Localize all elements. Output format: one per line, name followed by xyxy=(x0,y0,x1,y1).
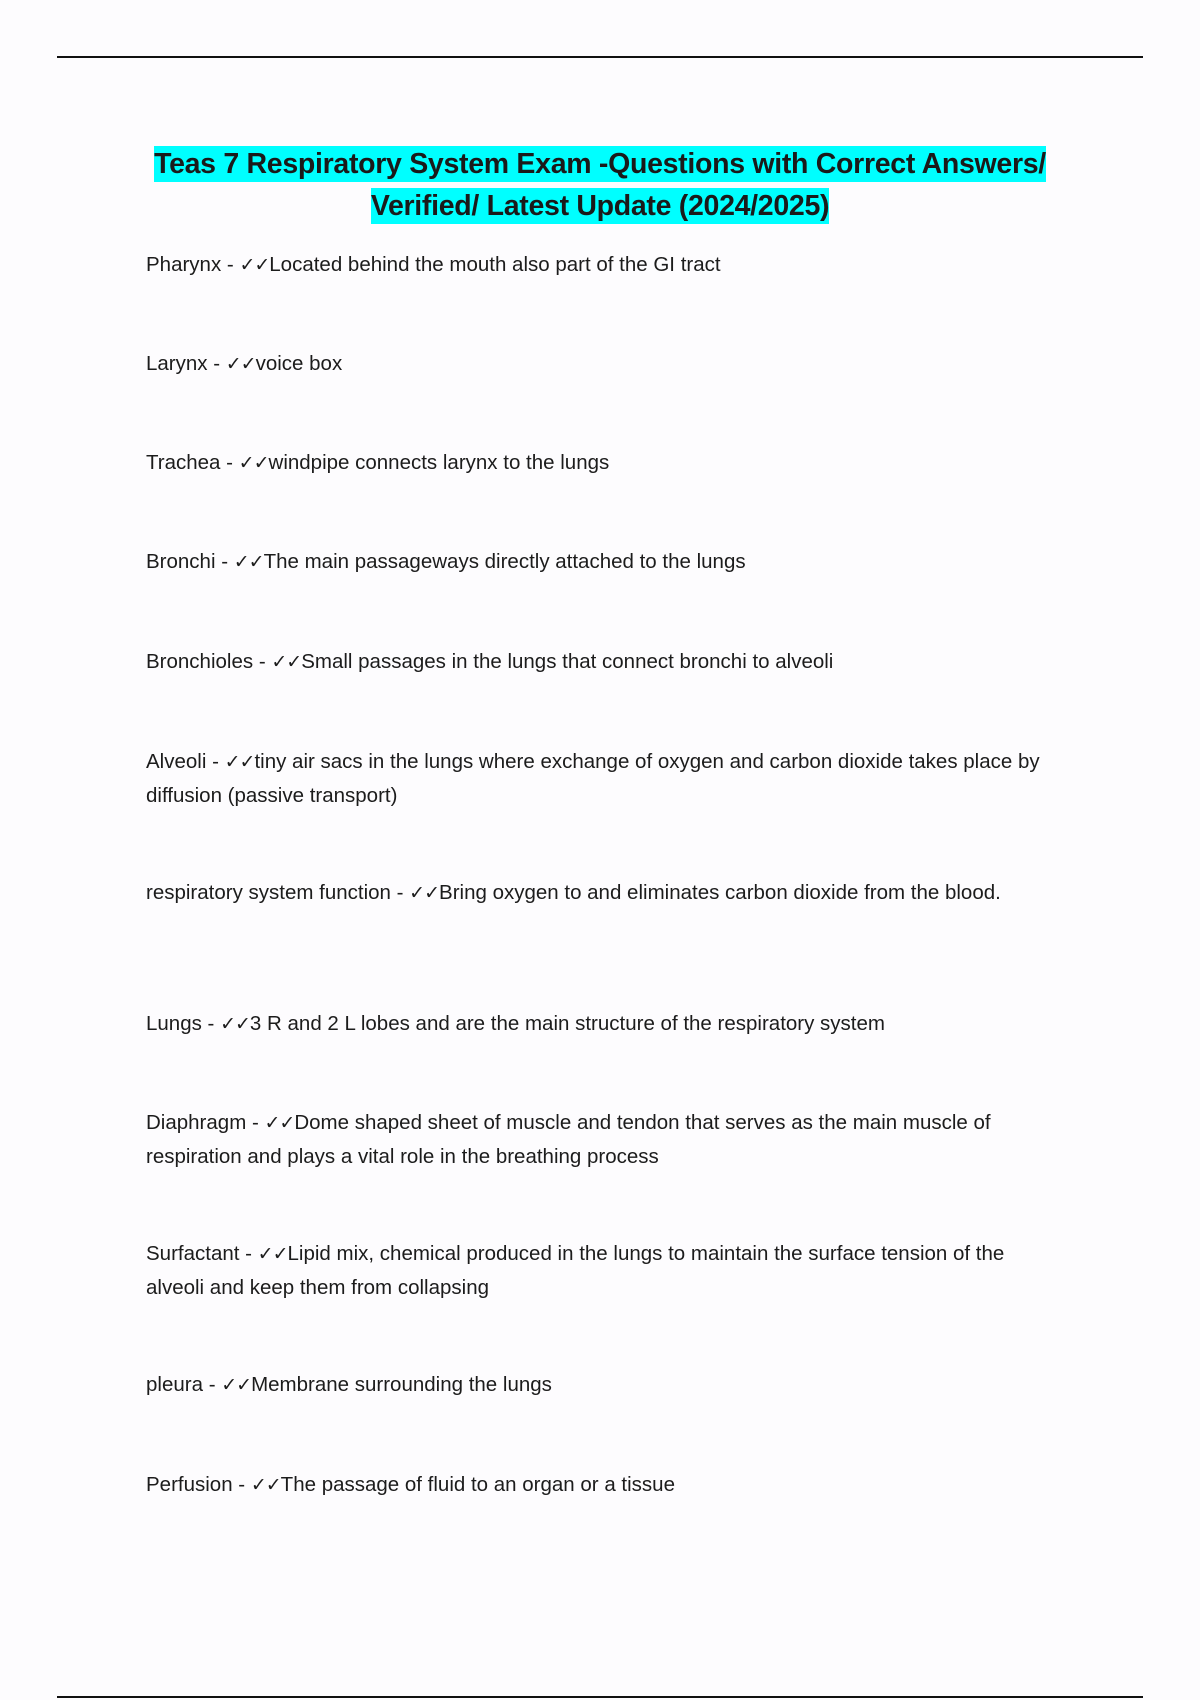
entry-term: Surfactant xyxy=(146,1242,240,1265)
entry-lungs xyxy=(146,1007,1056,1041)
entry-trachea xyxy=(146,446,1056,480)
entry-definition: windpipe connects larynx to the lungs xyxy=(268,451,610,474)
entry-separator: - xyxy=(232,1473,251,1496)
checkmark-icon: ✓✓ xyxy=(264,1112,295,1134)
entry-definition: Dome shaped sheet of muscle and tendon that serves as the main muscle of respiration and plays a vital role in the breathing process xyxy=(146,1111,991,1168)
entry-term: Bronchi xyxy=(146,550,216,573)
entry-separator: - xyxy=(390,881,410,904)
entry-definition: Located behind the mouth also part of the GI tract xyxy=(269,253,721,276)
entry-definition: voice box xyxy=(255,352,343,375)
entry-alveoli xyxy=(146,745,1056,812)
checkmark-icon: ✓✓ xyxy=(224,751,255,773)
entry-separator: - xyxy=(221,253,240,276)
entry-pleura xyxy=(146,1368,1056,1402)
entry-term: Alveoli xyxy=(146,750,207,773)
header-rule xyxy=(57,56,1143,58)
entry-definition: Lipid mix, chemical produced in the lungs to maintain the surface tension of the alveoli and keep them from collapsing xyxy=(146,1242,1005,1299)
entry-definition: 3 R and 2 L lobes and are the main structure of the respiratory system xyxy=(249,1012,885,1035)
title-line-2: Verified/ Latest Update (2024/2025) xyxy=(370,190,830,222)
entry-definition: tiny air sacs in the lungs where exchange of oxygen and carbon dioxide takes place by diffusion (passive transport) xyxy=(146,750,1040,807)
checkmark-icon: ✓✓ xyxy=(221,1374,252,1396)
checkmark-icon: ✓✓ xyxy=(257,1243,288,1265)
entry-surfactant xyxy=(146,1237,1056,1304)
entry-term: Pharynx xyxy=(146,253,222,276)
entry-separator: - xyxy=(207,352,226,375)
document-title xyxy=(146,143,1054,227)
entry-larynx xyxy=(146,347,1056,381)
entry-term: Larynx xyxy=(146,352,208,375)
entry-term: Diaphragm xyxy=(146,1111,247,1134)
entry-separator: - xyxy=(206,750,225,773)
entry-separator: - xyxy=(201,1012,221,1035)
entry-term: Bronchioles xyxy=(146,650,254,673)
entry-separator: - xyxy=(203,1373,222,1396)
entry-separator: - xyxy=(220,451,239,474)
checkmark-icon: ✓✓ xyxy=(250,1474,281,1496)
entry-term: respiratory system function xyxy=(146,881,391,904)
footer-rule xyxy=(57,1696,1143,1698)
checkmark-icon: ✓✓ xyxy=(271,651,302,673)
entry-respiratory-system-function xyxy=(146,876,1056,910)
entry-separator: - xyxy=(246,1111,265,1134)
entry-term: Perfusion xyxy=(146,1473,233,1496)
entry-perfusion xyxy=(146,1468,1056,1502)
checkmark-icon: ✓✓ xyxy=(409,882,440,904)
entry-definition: Small passages in the lungs that connect bronchi to alveoli xyxy=(301,650,834,673)
entry-separator: - xyxy=(239,1242,258,1265)
entry-bronchi xyxy=(146,545,1056,579)
entry-bronchioles xyxy=(146,645,1056,679)
entry-term: Trachea xyxy=(146,451,221,474)
checkmark-icon: ✓✓ xyxy=(233,551,264,573)
entry-diaphragm xyxy=(146,1106,1056,1173)
entry-separator: - xyxy=(215,550,234,573)
entry-definition: Bring oxygen to and eliminates carbon dioxide from the blood. xyxy=(439,881,1001,904)
checkmark-icon: ✓✓ xyxy=(225,353,256,375)
entry-pharynx xyxy=(146,248,1056,282)
entry-term: pleura xyxy=(146,1373,203,1396)
entry-term: Lungs xyxy=(146,1012,202,1035)
checkmark-icon: ✓✓ xyxy=(238,452,269,474)
checkmark-icon: ✓✓ xyxy=(220,1013,250,1035)
entry-definition: Membrane surrounding the lungs xyxy=(251,1373,552,1396)
checkmark-icon: ✓✓ xyxy=(239,254,270,276)
entry-definition: The passage of fluid to an organ or a tissue xyxy=(280,1473,675,1496)
entry-definition: The main passageways directly attached to the lungs xyxy=(263,550,746,573)
title-line-1: Teas 7 Respiratory System Exam -Questions with Correct Answers/ xyxy=(154,148,1046,180)
entry-separator: - xyxy=(253,650,272,673)
